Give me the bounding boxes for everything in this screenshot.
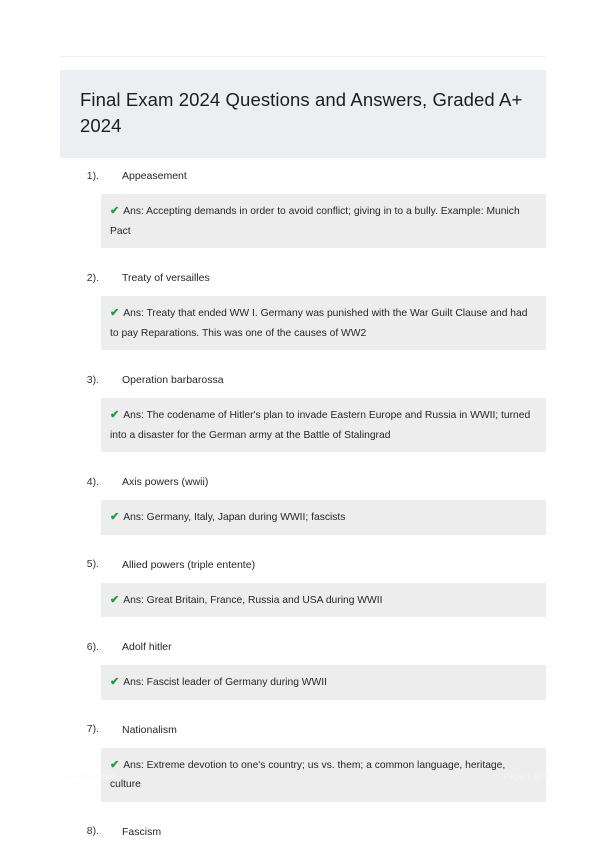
question-row [0, 714, 606, 738]
question-label: Treaty of versailles [122, 272, 210, 284]
question-row [0, 816, 606, 840]
question-row [0, 364, 606, 388]
qa-item [0, 549, 606, 618]
answer-text: Ans: The codename of Hitler's plan to invade Eastern Europe and Russia in WWII; turned into a disaster for the German army at the Battle of Stalingrad [110, 410, 531, 441]
question-label: Operation barbarossa [122, 374, 224, 386]
question-label: Appeasement [122, 170, 187, 182]
question-number: 2). [86, 271, 99, 284]
document-title-box [60, 70, 546, 158]
answer-text: Ans: Accepting demands in order to avoid conflict; giving in to a bully. Example: Munich Pact [110, 206, 520, 237]
qa-item [0, 160, 606, 248]
qa-item [0, 631, 606, 700]
question-row [0, 631, 606, 655]
check-icon: ✔ [110, 676, 120, 688]
qa-item [0, 364, 606, 452]
answer-text: Ans: Extreme devotion to one's country; us vs. them; a common language, heritage, culture [110, 759, 506, 790]
answer-text: Ans: Fascist leader of Germany during WWII [123, 677, 327, 688]
qa-item [0, 466, 606, 535]
answer-text: Ans: Germany, Italy, Japan during WWII; fascists [123, 512, 346, 523]
question-label: Allied powers (triple entente) [122, 558, 256, 571]
page-footer [0, 760, 606, 800]
question-number: 3). [86, 373, 99, 386]
question-label: Axis powers (wwii) [122, 476, 209, 488]
question-row [0, 160, 606, 184]
check-icon: ✔ [110, 511, 120, 523]
question-label: Nationalism [122, 723, 177, 736]
header-divider [60, 56, 546, 57]
answer-box [101, 194, 546, 248]
check-icon: ✔ [110, 593, 120, 606]
check-icon: ✔ [110, 307, 120, 319]
qa-item [0, 816, 606, 840]
page-title: Final Exam 2024 Questions and Answers, Graded A+ 2024 [80, 89, 523, 136]
footer-watermark: PaperStic.com [58, 771, 115, 781]
qa-item [0, 262, 606, 350]
question-row [0, 466, 606, 490]
footer-page-number: Page 1 of 6 [503, 771, 548, 781]
check-icon: ✔ [110, 758, 120, 771]
answer-text: Ans: Treaty that ended WW I. Germany was punished with the War Guilt Clause and had to pay Reparations. This was one of the causes of WW2 [110, 308, 528, 339]
answer-box [101, 665, 546, 700]
question-number: 5). [86, 558, 99, 570]
question-label: Fascism [122, 825, 162, 838]
check-icon: ✔ [110, 409, 120, 421]
answer-text: Ans: Great Britain, France, Russia and USA during WWII [123, 594, 383, 606]
answer-box [101, 398, 546, 452]
question-number: 6). [86, 640, 99, 653]
answer-box [101, 296, 546, 350]
question-row [0, 549, 606, 573]
question-answer-list [0, 160, 606, 854]
question-number: 8). [86, 825, 99, 837]
question-number: 7). [86, 723, 99, 735]
question-number: 4). [86, 475, 99, 488]
answer-box [101, 583, 546, 618]
question-row [0, 262, 606, 286]
check-icon: ✔ [110, 205, 120, 217]
answer-box [101, 500, 546, 535]
question-number: 1). [86, 169, 99, 182]
question-label: Adolf hitler [122, 641, 172, 653]
